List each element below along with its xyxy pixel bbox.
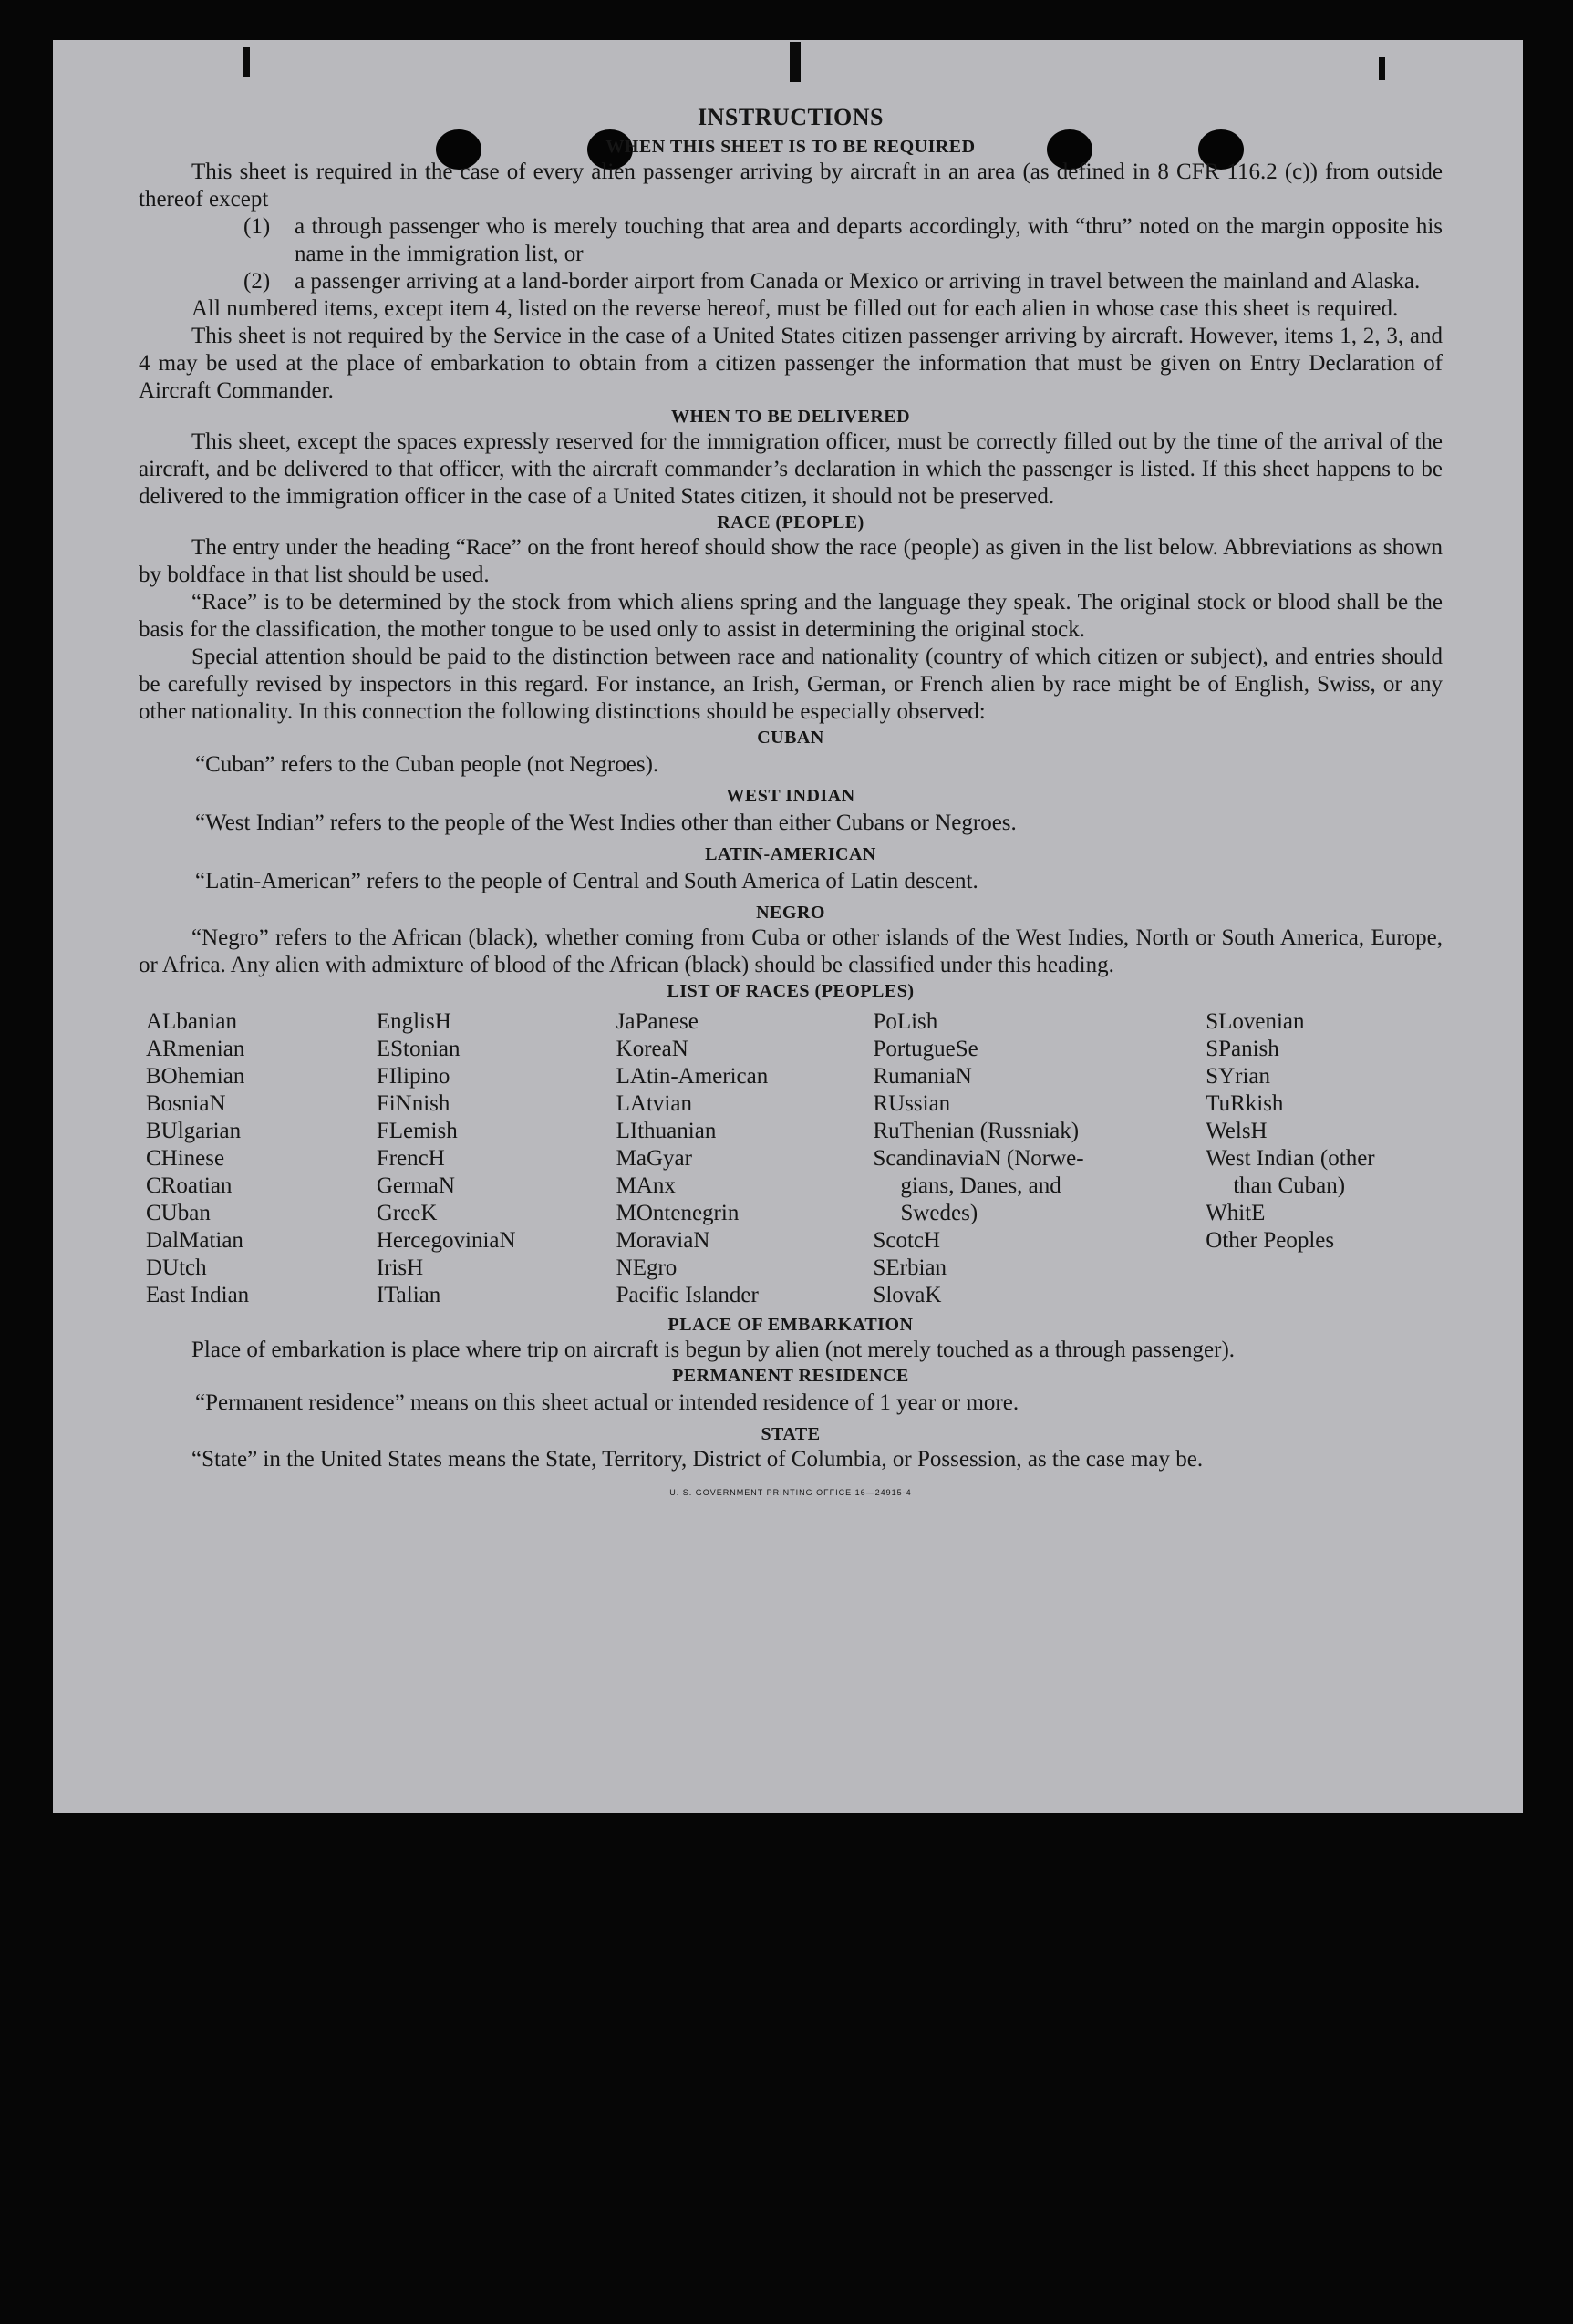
section-heading: LIST OF RACES (PEOPLES) [667, 981, 915, 1001]
race-item: Other Peoples [1206, 1228, 1335, 1253]
ink-mark [790, 42, 801, 82]
race-item: GermaN [376, 1173, 455, 1198]
paragraph: Special attention should be paid to the distinction between race and nationality (country of which citizen or subject), and entries should be carefully revised by inspectors in this regard. For instance, an Irish, German, or French alien by race might be of English, Swiss, or any other nationality. In this connection the following distinctions should be especially observed: [139, 645, 1443, 724]
race-item: HercegoviniaN [376, 1228, 516, 1253]
race-item: PortugueSe [873, 1037, 978, 1061]
printing-office-footer: U. S. GOVERNMENT PRINTING OFFICE 16—24915-4 [669, 1488, 912, 1497]
race-item: EStonian [376, 1037, 461, 1061]
race-item: FrencH [376, 1146, 445, 1171]
section-heading: WHEN THIS SHEET IS TO BE REQUIRED [605, 137, 976, 157]
section-heading: NEGRO [756, 903, 825, 923]
paragraph: This sheet is not required by the Service in the case of a United States citizen passenger arriving by aircraft. However, items 1, 2, 3, and 4 may be used at the place of embarkation to obtain from a citizen passenger the information that must be given on Entry Declaration of Aircraft Commander. [139, 324, 1443, 403]
race-item: JaPanese [616, 1009, 699, 1034]
definition-text: “Cuban” refers to the Cuban people (not Negroes). [195, 752, 659, 777]
race-item: WelsH [1206, 1119, 1268, 1143]
race-item: East Indian [146, 1283, 250, 1307]
section-heading: STATE [761, 1424, 821, 1444]
race-item: gians, Danes, and [900, 1173, 1061, 1198]
paragraph: All numbered items, except item 4, listed on the reverse hereof, must be filled out for each alien in whose case this sheet is required. [191, 296, 1399, 321]
section-heading: WHEN TO BE DELIVERED [670, 407, 911, 427]
race-item: ScandinaviaN (Norwe- [873, 1146, 1084, 1171]
list-item-text: a through passenger who is merely touching that area and departs accordingly, with “thru” noted on the margin opposite his name in the immigration list, or [295, 214, 1443, 266]
paragraph: “Race” is to be determined by the stock from which aliens spring and the language they speak. The original stock or blood shall be the basis for the classification, the mother tongue to be used only to assist in determining the original stock. [139, 590, 1443, 642]
race-item: ALbanian [146, 1009, 237, 1034]
race-item: SlovaK [873, 1283, 942, 1307]
race-item: EnglisH [376, 1009, 451, 1034]
section-heading: PERMANENT RESIDENCE [672, 1366, 909, 1386]
race-item: MoraviaN [616, 1228, 710, 1253]
section-heading: LATIN-AMERICAN [705, 844, 876, 864]
race-item: FiNnish [376, 1091, 450, 1116]
race-item: LIthuanian [616, 1119, 717, 1143]
definition-text: “Latin-American” refers to the people of Central and South America of Latin descent. [195, 869, 978, 893]
paragraph: This sheet is required in the case of every alien passenger arriving by aircraft in an area (as defined in 8 CFR 116.2 (c)) from outside thereof except [139, 160, 1443, 212]
section-heading: RACE (PEOPLE) [717, 512, 864, 532]
page-title: INSTRUCTIONS [698, 104, 884, 130]
list-item [139, 268, 1443, 295]
ink-mark [243, 47, 250, 77]
race-item: LAtvian [616, 1091, 692, 1116]
race-item: CRoatian [146, 1173, 233, 1198]
definition-text: “Permanent residence” means on this sheet actual or intended residence of 1 year or more. [195, 1390, 1019, 1415]
race-item: CHinese [146, 1146, 225, 1171]
race-item: LAtin-American [616, 1064, 769, 1089]
race-item: BOhemian [146, 1064, 245, 1089]
race-item: Pacific Islander [616, 1283, 759, 1307]
race-item: SLovenian [1206, 1009, 1305, 1034]
race-item: BUlgarian [146, 1119, 242, 1143]
race-column [1206, 1008, 1443, 1309]
race-item: CUban [146, 1201, 211, 1225]
definition-text: “Negro” refers to the African (black), whether coming from Cuba or other islands of the West Indies, North or South America, Europe, or Africa. Any alien with admixture of blood of the African (black) should be classified under this heading. [139, 925, 1443, 977]
race-item: ITalian [376, 1283, 441, 1307]
race-item: NEgro [616, 1255, 678, 1280]
list-item-text: a passenger arriving at a land-border airport from Canada or Mexico or arriving in travel between the mainland and Alaska. [295, 269, 1421, 294]
race-item: SErbian [873, 1255, 947, 1280]
race-column [146, 1008, 377, 1309]
race-item: DUtch [146, 1255, 207, 1280]
paragraph: The entry under the heading “Race” on the front hereof should show the race (people) as given in the list below. Abbreviations as shown by boldface in that list should be used. [139, 535, 1443, 587]
race-item: GreeK [376, 1201, 438, 1225]
race-item: FLemish [376, 1119, 458, 1143]
race-item: KoreaN [616, 1037, 688, 1061]
race-item: Swedes) [900, 1201, 978, 1225]
race-item: SPanish [1206, 1037, 1279, 1061]
paragraph: This sheet, except the spaces expressly reserved for the immigration officer, must be correctly filled out by the time of the arrival of the aircraft, and be delivered to that officer, with the aircraft commander’s declaration in which the passenger is listed. If this sheet happens to be delivered to the immigration officer in the case of a United States citizen, it should not be preserved. [139, 429, 1443, 509]
race-column [377, 1008, 616, 1309]
list-item-number: (2) [243, 269, 271, 294]
race-item: than Cuban) [1233, 1173, 1346, 1198]
race-item: WhitE [1206, 1201, 1266, 1225]
race-item: TuRkish [1206, 1091, 1284, 1116]
race-column [873, 1008, 1206, 1309]
list-item [139, 213, 1443, 268]
section-heading: WEST INDIAN [726, 786, 855, 806]
definition-text: “State” in the United States means the State, Territory, District of Columbia, or Possession, as the case may be. [191, 1447, 1204, 1472]
race-item: MOntenegrin [616, 1201, 740, 1225]
section-heading: PLACE OF EMBARKATION [667, 1315, 914, 1335]
race-item: BosniaN [146, 1091, 226, 1116]
race-item: RumaniaN [873, 1064, 972, 1089]
section-heading: CUBAN [757, 728, 824, 748]
list-item-number: (1) [243, 214, 271, 239]
race-item: ARmenian [146, 1037, 245, 1061]
race-item: RuThenian (Russniak) [873, 1119, 1080, 1143]
ink-mark [1379, 57, 1385, 80]
race-column [616, 1008, 874, 1309]
race-list [146, 1008, 1443, 1309]
race-item: FIlipino [376, 1064, 450, 1089]
race-item: SYrian [1206, 1064, 1271, 1089]
race-item: PoLish [873, 1009, 938, 1034]
race-item: IrisH [376, 1255, 424, 1280]
race-item: DalMatian [146, 1228, 243, 1253]
instructions-content [139, 104, 1443, 1506]
definition-text: “West Indian” refers to the people of the West Indies other than either Cubans or Negroes. [195, 811, 1017, 835]
race-item: RUssian [873, 1091, 951, 1116]
race-item: ScotcH [873, 1228, 941, 1253]
race-item: West Indian (other [1206, 1146, 1375, 1171]
race-item: MaGyar [616, 1146, 692, 1171]
definition-text: Place of embarkation is place where trip on aircraft is begun by alien (not merely touched as a through passenger). [191, 1338, 1236, 1362]
race-item: MAnx [616, 1173, 676, 1198]
